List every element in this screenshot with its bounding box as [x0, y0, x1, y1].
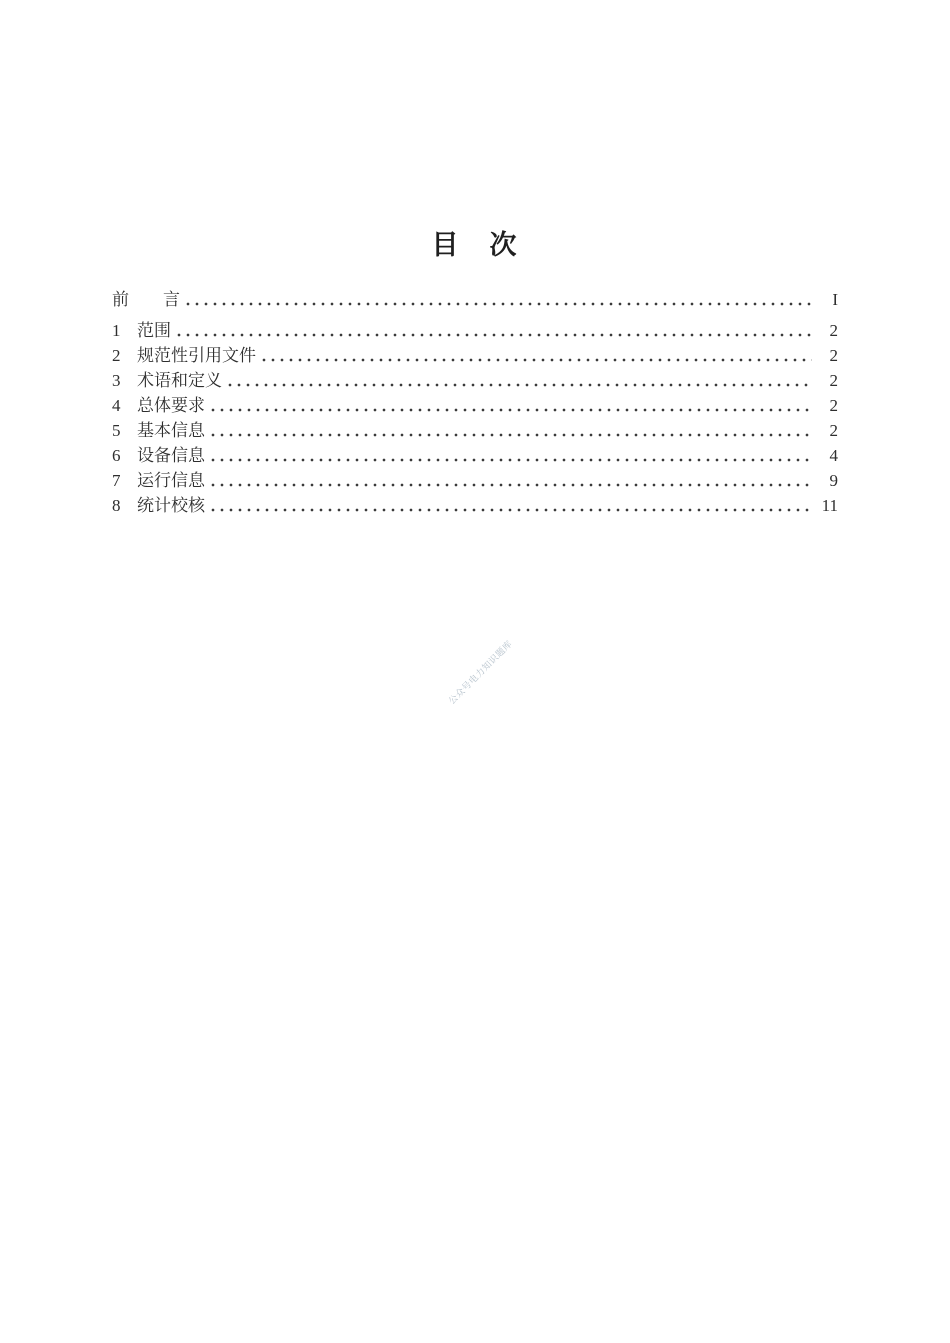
toc-entry-label: 统计校核 [137, 496, 205, 515]
toc-entry-number: 1 [112, 321, 121, 340]
toc-entry-number: 6 [112, 446, 121, 465]
toc-entry-row [112, 343, 838, 368]
toc-entry-label: 术语和定义 [137, 371, 222, 390]
toc-entry-row [112, 287, 838, 312]
toc-entry-label: 总体要求 [137, 396, 205, 415]
toc-entry-row [112, 493, 838, 518]
toc-entry-row [112, 368, 838, 393]
toc-entry-page-number: 2 [829, 346, 838, 365]
toc-entry-label: 运行信息 [137, 471, 205, 490]
dot-leader [211, 483, 812, 487]
dot-leader [177, 333, 812, 337]
toc-entry-page-number: I [832, 290, 838, 309]
table-of-contents [112, 287, 838, 518]
toc-entry-page-number: 2 [829, 321, 838, 340]
toc-entry-row [112, 318, 838, 343]
toc-entry-number: 7 [112, 471, 121, 490]
watermark-text: 公众号电力知识题库 [446, 638, 515, 707]
dot-leader [186, 302, 812, 306]
toc-entry-row [112, 443, 838, 468]
page-title: 目 次 [431, 230, 519, 261]
toc-entry-number: 2 [112, 346, 121, 365]
toc-entry-number: 3 [112, 371, 121, 390]
toc-entry-page-number: 2 [829, 371, 838, 390]
toc-entry-number: 4 [112, 396, 121, 415]
toc-entry-number: 5 [112, 421, 121, 440]
toc-entry-page-number: 4 [829, 446, 838, 465]
dot-leader [211, 433, 812, 437]
dot-leader [262, 358, 812, 362]
toc-entry-row [112, 468, 838, 493]
dot-leader [211, 508, 812, 512]
toc-entry-row [112, 418, 838, 443]
toc-entry-label: 基本信息 [137, 421, 205, 440]
toc-entry-label: 设备信息 [137, 446, 205, 465]
toc-entry-label: 范围 [137, 321, 171, 340]
toc-entry-number: 8 [112, 496, 121, 515]
dot-leader [228, 383, 812, 387]
toc-entry-page-number: 11 [821, 496, 838, 515]
toc-entry-page-number: 2 [829, 421, 838, 440]
dot-leader [211, 408, 812, 412]
toc-entry-row [112, 393, 838, 418]
toc-entry-page-number: 9 [829, 471, 838, 490]
toc-entry-page-number: 2 [829, 396, 838, 415]
toc-entry-label: 前 言 [112, 290, 180, 309]
toc-entry-label: 规范性引用文件 [137, 346, 256, 365]
dot-leader [211, 458, 812, 462]
